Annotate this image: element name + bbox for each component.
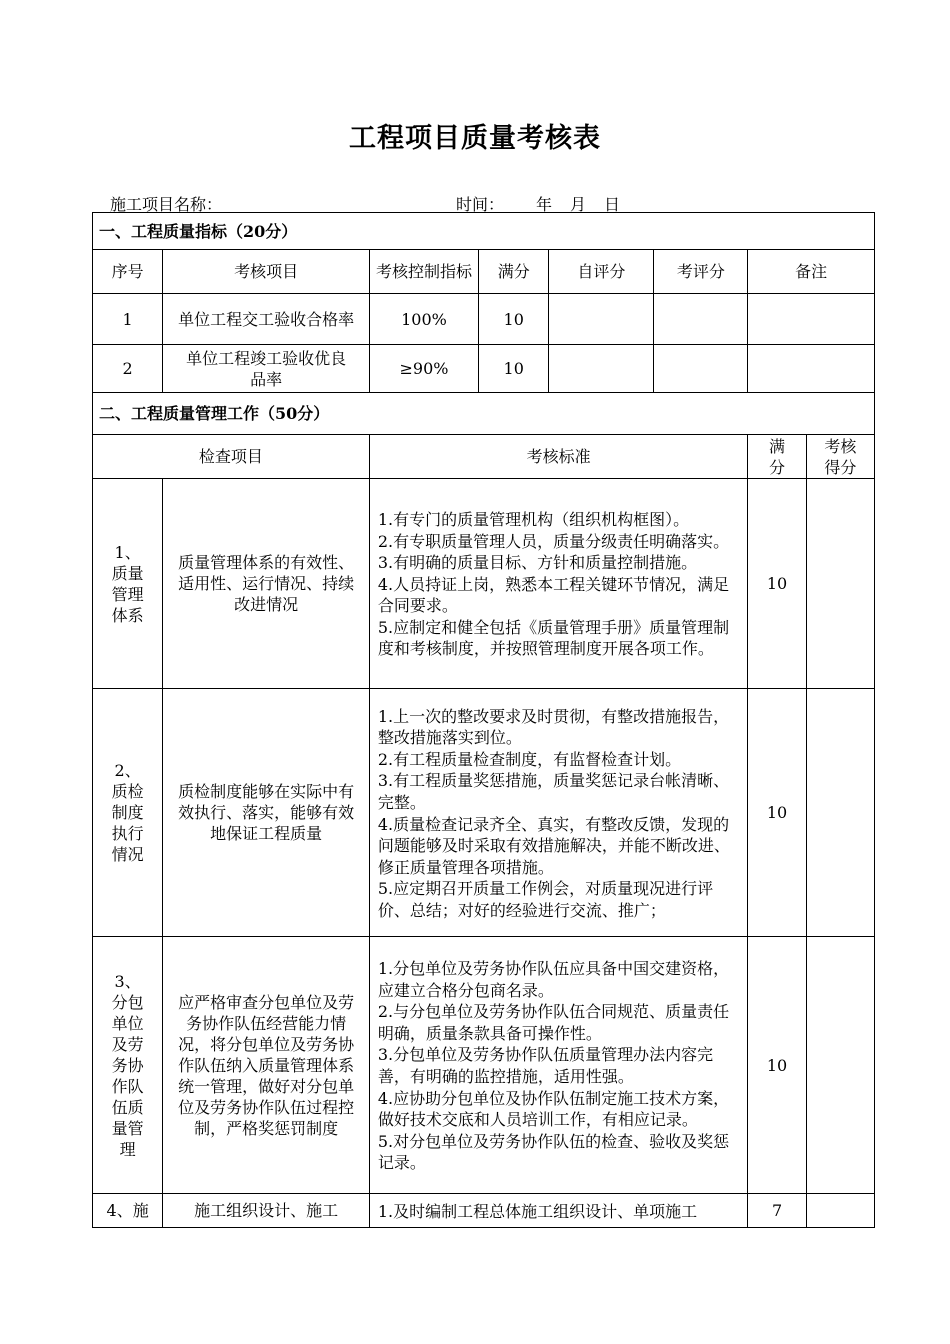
row-score	[806, 937, 874, 1194]
row-category: 3、分包单位及劳务协作队伍质量管理	[93, 937, 163, 1194]
row-note	[748, 294, 875, 345]
row-criteria: 1.有专门的质量管理机构（组织机构框图）。 2.有专职质量管理人员，质量分级责任明确落实。 3.有明确的质量目标、方针和质量控制措施。 4.人员持证上岗，熟悉本工程关键环节情况，满足合同要求。 5.应制定和健全包括《质量管理手册》质量管理制度和考核制度，并按照管理制度开展各项工作。	[369, 479, 748, 689]
row-item: 应严格审查分包单位及劳务协作队伍经营能力情况，将分包单位及劳务协作队伍纳入质量管理体系统一管理，做好对分包单位及劳务协作队伍过程控制，严格奖惩罚制度	[163, 937, 370, 1194]
table-row	[93, 294, 875, 345]
day-label: 日	[604, 195, 621, 214]
row-eval	[654, 294, 748, 345]
row-item: 质检制度能够在实际中有效执行、落实，能够有效地保证工程质量	[163, 689, 370, 937]
row-item: 单位工程竣工验收优良品率	[163, 345, 370, 393]
row-no: 2	[93, 345, 163, 393]
header-score: 考核得分	[806, 435, 874, 479]
header-no: 序号	[93, 250, 163, 294]
header-criteria: 考核标准	[369, 435, 748, 479]
header-target: 考核控制指标	[369, 250, 478, 294]
document-title: 工程项目质量考核表	[349, 123, 601, 154]
table-row	[93, 1194, 875, 1228]
header-self: 自评分	[549, 250, 654, 294]
row-score	[806, 689, 874, 937]
row-category: 2、质检制度执行情况	[93, 689, 163, 937]
row-self	[549, 294, 654, 345]
row-item: 质量管理体系的有效性、适用性、运行情况、持续改进情况	[163, 479, 370, 689]
header-check-item: 检查项目	[93, 435, 370, 479]
row-eval	[654, 345, 748, 393]
table-row	[93, 479, 875, 689]
month-label: 月	[570, 195, 587, 214]
row-category: 4、施	[93, 1194, 163, 1228]
project-name-label: 施工项目名称：	[110, 195, 223, 214]
row-full: 10	[479, 294, 549, 345]
row-criteria: 1.及时编制工程总体施工组织设计、单项施工	[369, 1194, 748, 1228]
row-score	[806, 479, 874, 689]
row-target: ≥90%	[369, 345, 478, 393]
row-criteria: 1.分包单位及劳务协作队伍应具备中国交建资格，应建立合格分包商名录。 2.与分包单位及劳务协作队伍合同规范、质量责任明确，质量条款具备可操作性。 3.分包单位及劳务协作队伍质量管理办法内容完善，有明确的监控措施，适用性强。 4.应协助分包单位及协作队伍制定施工技术方案，做好技术交底和人员培训工作，有相应记录。 5.对分包单位及劳务协作队伍的检查、验收及奖惩记录。	[369, 937, 748, 1194]
header-note: 备注	[748, 250, 875, 294]
row-criteria: 1.上一次的整改要求及时贯彻，有整改措施报告，整改措施落实到位。 2.有工程质量检查制度，有监督检查计划。 3.有工程质量奖惩措施，质量奖惩记录台帐清晰、完整。 4.质量检查记录齐全、真实，有整改反馈，发现的问题能够及时采取有效措施解决，并能不断改进、修正质量管理各项措施。 5.应定期召开质量工作例会，对质量现况进行评价、总结；对好的经验进行交流、推广；	[369, 689, 748, 937]
row-full: 10	[748, 937, 806, 1194]
header-eval: 考评分	[654, 250, 748, 294]
row-full: 10	[748, 479, 806, 689]
header-full-score: 满分	[748, 435, 806, 479]
table-row	[93, 937, 875, 1194]
row-full: 10	[479, 345, 549, 393]
row-item: 单位工程交工验收合格率	[163, 294, 370, 345]
row-self	[549, 345, 654, 393]
row-note	[748, 345, 875, 393]
header-item: 考核项目	[163, 250, 370, 294]
row-score	[806, 1194, 874, 1228]
row-no: 1	[93, 294, 163, 345]
section2-title: 二、工程质量管理工作（50分）	[93, 393, 875, 435]
table-row	[93, 345, 875, 393]
year-label: 年	[536, 195, 553, 214]
time-label: 时间：	[456, 195, 505, 214]
row-full: 10	[748, 689, 806, 937]
header-full: 满分	[479, 250, 549, 294]
row-full: 7	[748, 1194, 806, 1228]
row-category: 1、质量管理体系	[93, 479, 163, 689]
row-item: 施工组织设计、施工	[163, 1194, 370, 1228]
table-row	[93, 689, 875, 937]
section1-title: 一、工程质量指标（20分）	[93, 213, 875, 250]
assessment-table	[92, 212, 875, 1228]
row-target: 100%	[369, 294, 478, 345]
